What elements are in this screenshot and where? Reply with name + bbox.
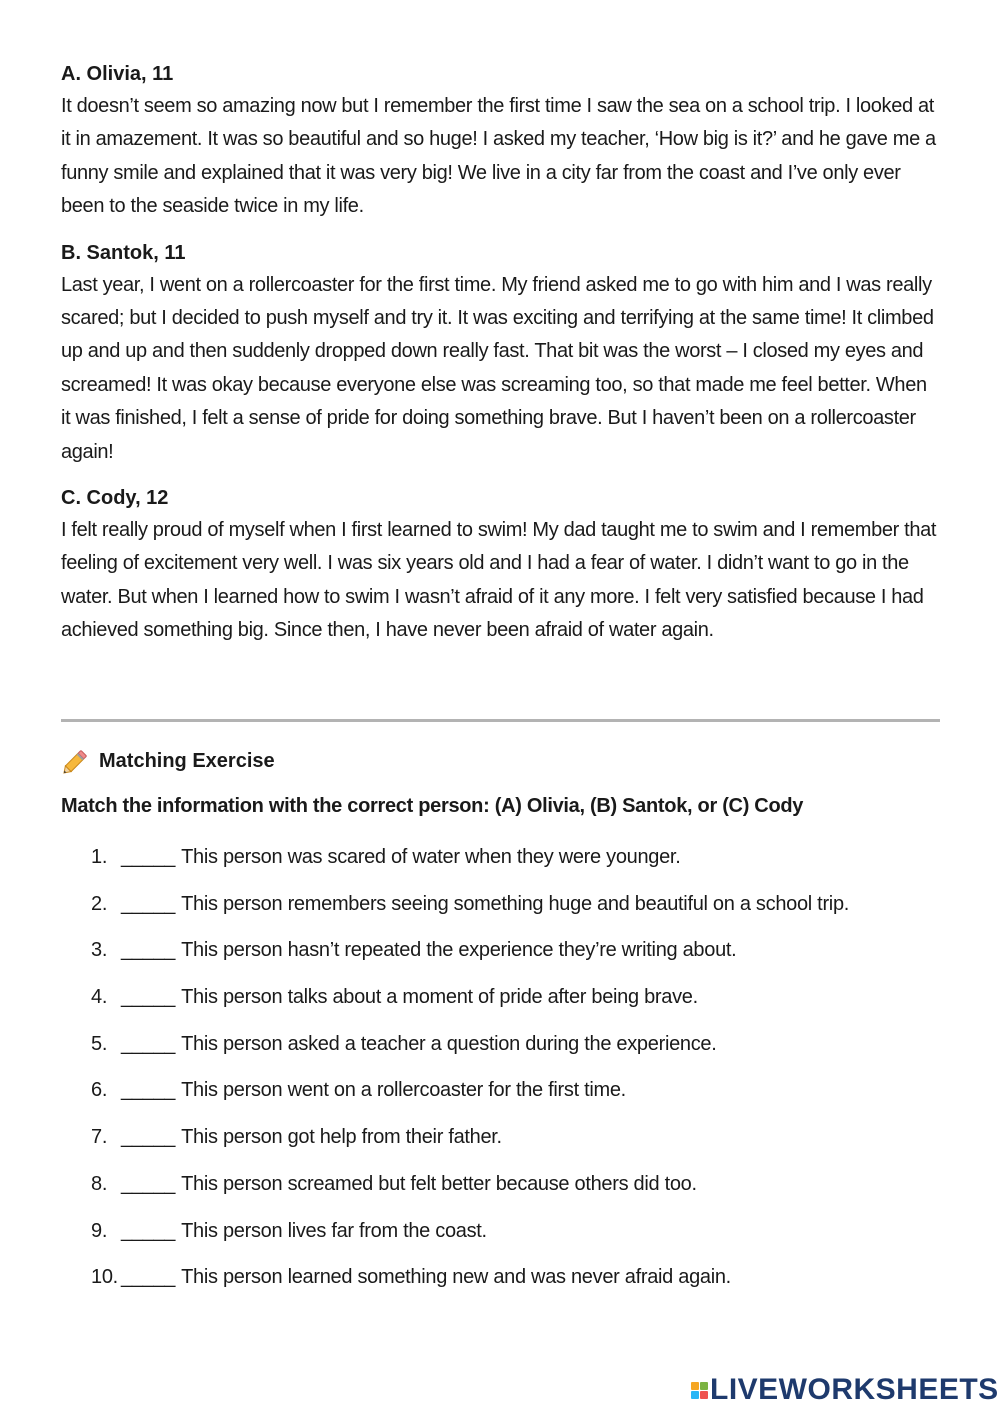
- question-item: [91, 1074, 849, 1121]
- answer-blank[interactable]: _____: [121, 1219, 176, 1242]
- question-number: 5.: [91, 1032, 108, 1055]
- question-item: [91, 981, 849, 1028]
- section-text: Last year, I went on a rollercoaster for the first time. My friend asked me to go with him and I was really scared; but I decided to push myself and try it. It was exciting and terrifying at the same time! It climbed up and up and then suddenly dropped down really fast. That bit was the worst – I closed my eyes and screamed! It was okay because everyone else was screaming too, so that made me feel better. When it was finished, I felt a sense of pride for doing something brave. But I haven’t been on a rollercoaster again!: [61, 273, 934, 463]
- question-item: [91, 1261, 849, 1308]
- question-item: [91, 841, 849, 888]
- question-text: This person lives far from the coast.: [181, 1219, 487, 1242]
- question-text: This person remembers seeing something huge and beautiful on a school trip.: [181, 892, 850, 915]
- section-heading: A. Olivia, 11: [61, 63, 174, 85]
- section-text: I felt really proud of myself when I first learned to swim! My dad taught me to swim and I remember that feeling of excitement very well. I was six years old and I had a fear of water. I didn’t want to go in the water. But when I learned how to swim I wasn’t afraid of it any more. I felt very satisfied because I had achieved something big. Since then, I have never been afraid of water again.: [61, 519, 937, 642]
- question-text: This person got help from their father.: [181, 1126, 502, 1149]
- question-number: 7.: [91, 1126, 108, 1149]
- reading-passages: [61, 58, 941, 661]
- answer-blank[interactable]: _____: [121, 1079, 176, 1102]
- logo-square: [691, 1391, 699, 1399]
- question-text: This person talks about a moment of pride after being brave.: [181, 986, 698, 1009]
- answer-blank[interactable]: _____: [121, 939, 176, 962]
- logo-square: [700, 1382, 708, 1390]
- logo-square: [700, 1391, 708, 1399]
- section-heading: B. Santok, 11: [61, 241, 186, 264]
- question-number: 2.: [91, 892, 108, 915]
- question-text: This person hasn’t repeated the experience they’re writing about.: [181, 939, 737, 962]
- answer-blank[interactable]: _____: [121, 1126, 176, 1149]
- question-text: This person was scared of water when they were younger.: [181, 846, 681, 868]
- question-item: [91, 1215, 849, 1262]
- question-item: [91, 888, 849, 935]
- exercise-title: [61, 746, 275, 776]
- question-number: 9.: [91, 1219, 108, 1242]
- question-item: [91, 1121, 849, 1168]
- liveworksheets-logo: [691, 1374, 999, 1406]
- logo-text: LIVEWORKSHEETS: [710, 1373, 999, 1406]
- question-number: 1.: [91, 846, 108, 868]
- question-item: [91, 1028, 849, 1075]
- question-item: [91, 1168, 849, 1215]
- section-cody: [61, 482, 941, 648]
- answer-blank[interactable]: _____: [121, 1266, 176, 1289]
- exercise-title-text: Matching Exercise: [99, 749, 275, 772]
- question-text: This person screamed but felt better because others did too.: [181, 1172, 697, 1195]
- answer-blank[interactable]: _____: [121, 986, 176, 1009]
- question-number: 10.: [91, 1266, 118, 1289]
- logo-mark-icon: [691, 1382, 708, 1399]
- question-text: This person asked a teacher a question during the experience.: [181, 1032, 717, 1055]
- section-heading: C. Cody, 12: [61, 487, 169, 510]
- question-text: This person went on a rollercoaster for the first time.: [181, 1079, 626, 1102]
- question-number: 8.: [91, 1172, 108, 1195]
- question-text: This person learned something new and was never afraid again.: [181, 1266, 731, 1289]
- divider: [61, 719, 940, 722]
- section-olivia: [61, 58, 941, 224]
- logo-square: [691, 1382, 699, 1390]
- section-santok: [61, 237, 941, 469]
- answer-blank[interactable]: _____: [121, 846, 176, 868]
- pencil-icon: [61, 746, 91, 776]
- question-list: [91, 841, 849, 1308]
- answer-blank[interactable]: _____: [121, 892, 176, 915]
- answer-blank[interactable]: _____: [121, 1032, 176, 1055]
- exercise-instruction: Match the information with the correct person: (A) Olivia, (B) Santok, or (C) Cody: [61, 795, 804, 817]
- question-number: 6.: [91, 1079, 108, 1102]
- question-number: 3.: [91, 939, 108, 962]
- question-item: [91, 934, 849, 981]
- section-text: It doesn’t seem so amazing now but I remember the first time I saw the sea on a school trip. I looked at it in amazement. It was so beautiful and so huge! I asked my teacher, ‘How big is it?’ and he gave me a funny smile and explained that it was very big! We live in a city far from the coast and I’ve only ever been to the seaside twice in my life.: [61, 95, 936, 218]
- question-number: 4.: [91, 986, 108, 1009]
- answer-blank[interactable]: _____: [121, 1172, 176, 1195]
